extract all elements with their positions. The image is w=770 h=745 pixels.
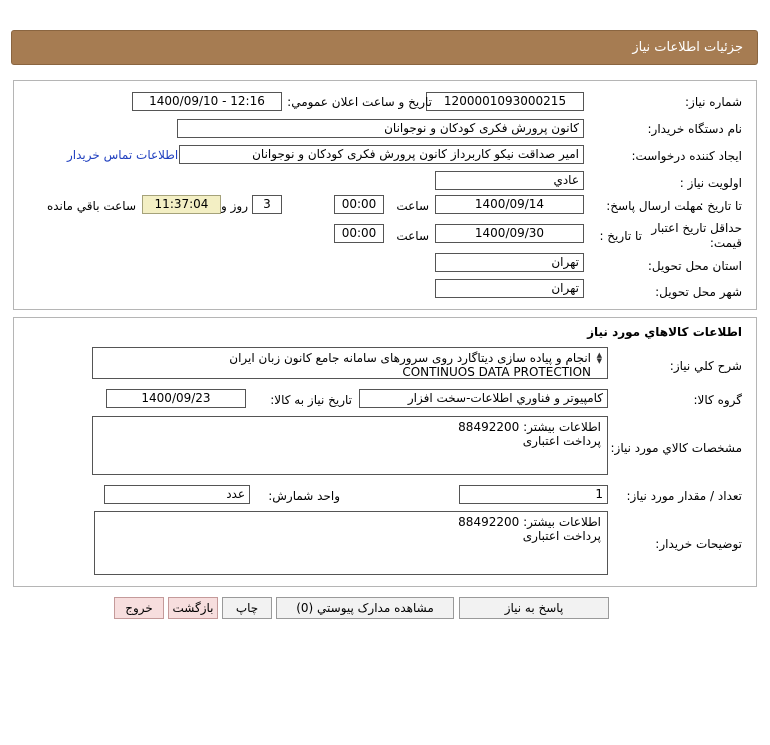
quantity-field: 1 xyxy=(459,485,608,504)
unit-label: واحد شمارش: xyxy=(268,489,340,503)
exit-button[interactable]: خروج xyxy=(114,597,164,619)
attachments-button[interactable]: مشاهده مدارک پيوستي (0) xyxy=(276,597,454,619)
request-creator-label: ايجاد کننده درخواست: xyxy=(631,149,742,163)
validity-to-date-label: تا تاريخ : xyxy=(599,229,642,243)
reply-time-label: ساعت xyxy=(396,199,429,213)
delivery-province-label: استان محل تحويل: xyxy=(647,259,742,273)
reply-deadline-label: مهلت ارسال پاسخ: xyxy=(606,199,702,213)
delivery-city-field: تهران xyxy=(435,279,584,298)
buyer-org-label: نام دستگاه خريدار: xyxy=(647,122,742,136)
need-number-field: 1200001093000215 xyxy=(426,92,584,111)
print-button[interactable]: چاپ xyxy=(222,597,272,619)
back-button[interactable]: بازگشت xyxy=(168,597,218,619)
page-header xyxy=(11,30,758,65)
days-label: روز و xyxy=(221,199,248,213)
general-description-field xyxy=(92,347,608,379)
goods-section-title: اطلاعات کالاهاي مورد نياز xyxy=(587,325,742,339)
reply-date-field: 1400/09/14 xyxy=(435,195,584,214)
general-description-label: شرح کلي نياز: xyxy=(669,359,742,373)
validity-label-price: قيمت: xyxy=(709,236,742,250)
validity-time-field: 00:00 xyxy=(334,224,384,243)
buyer-contact-link[interactable]: اطلاعات تماس خريدار xyxy=(67,148,179,162)
validity-label: حداقل تاريخ اعتبار xyxy=(651,221,742,235)
request-creator-field: امیر صداقت نیکو کاربرداز کانون پرورش فکری کودکان و نوجوانان xyxy=(179,145,584,164)
reply-time-field: 00:00 xyxy=(334,195,384,214)
goods-specs-label: مشخصات کالاي مورد نياز: xyxy=(610,441,742,455)
delivery-province-field: تهران xyxy=(435,253,584,272)
announce-datetime-field: 1400/09/10 - 12:16 xyxy=(132,92,282,111)
priority-label: اولويت نياز : xyxy=(679,176,742,190)
scroll-arrows-icon[interactable]: ▲ ▼ xyxy=(596,351,602,365)
announce-datetime-label: تاريخ و ساعت اعلان عمومي: xyxy=(287,95,432,109)
reply-button[interactable]: پاسخ به نياز xyxy=(459,597,609,619)
page-title: جزئيات اطلاعات نياز xyxy=(632,40,743,55)
need-info-panel xyxy=(13,80,757,310)
description-line-2: CONTINUOS DATA PROTECTION xyxy=(402,365,591,379)
goods-group-label: گروه کالا: xyxy=(693,393,742,407)
priority-field: عادي xyxy=(435,171,584,190)
need-number-label: شماره نياز: xyxy=(685,95,742,109)
specs-line-1: اطلاعات بیشتر: 88492200 xyxy=(458,420,601,434)
notes-line-2: پرداخت اعتباری xyxy=(522,529,601,543)
unit-field: عدد xyxy=(104,485,250,504)
notes-line-1: اطلاعات بیشتر: 88492200 xyxy=(458,515,601,529)
remaining-days-field: 3 xyxy=(252,195,282,214)
goods-group-field: کامپيوتر و فناوري اطلاعات-سخت افزار xyxy=(359,389,608,408)
validity-time-label: ساعت xyxy=(396,229,429,243)
need-date-label: تاريخ نياز به کالا: xyxy=(270,393,352,407)
buyer-notes-field xyxy=(94,511,608,575)
remaining-time-display: 11:37:04 xyxy=(142,195,221,214)
quantity-label: تعداد / مقدار مورد نياز: xyxy=(626,489,742,503)
delivery-city-label: شهر محل تحويل: xyxy=(655,285,742,299)
specs-line-2: پرداخت اعتباری xyxy=(522,434,601,448)
buyer-org-field: کانون پرورش فکری کودکان و نوجوانان xyxy=(177,119,584,138)
buyer-notes-label: توضيحات خريدار: xyxy=(655,537,742,551)
need-date-field: 1400/09/23 xyxy=(106,389,246,408)
goods-specs-field xyxy=(92,416,608,475)
validity-date-field: 1400/09/30 xyxy=(435,224,584,243)
description-line-1: انجام و پیاده سازی دیتاگارد روی سرورهای سامانه جامع کانون زبان ایران xyxy=(229,351,591,365)
remaining-time-label: ساعت باقي مانده xyxy=(46,199,136,213)
reply-to-date-label: تا تاريخ : xyxy=(699,199,742,213)
